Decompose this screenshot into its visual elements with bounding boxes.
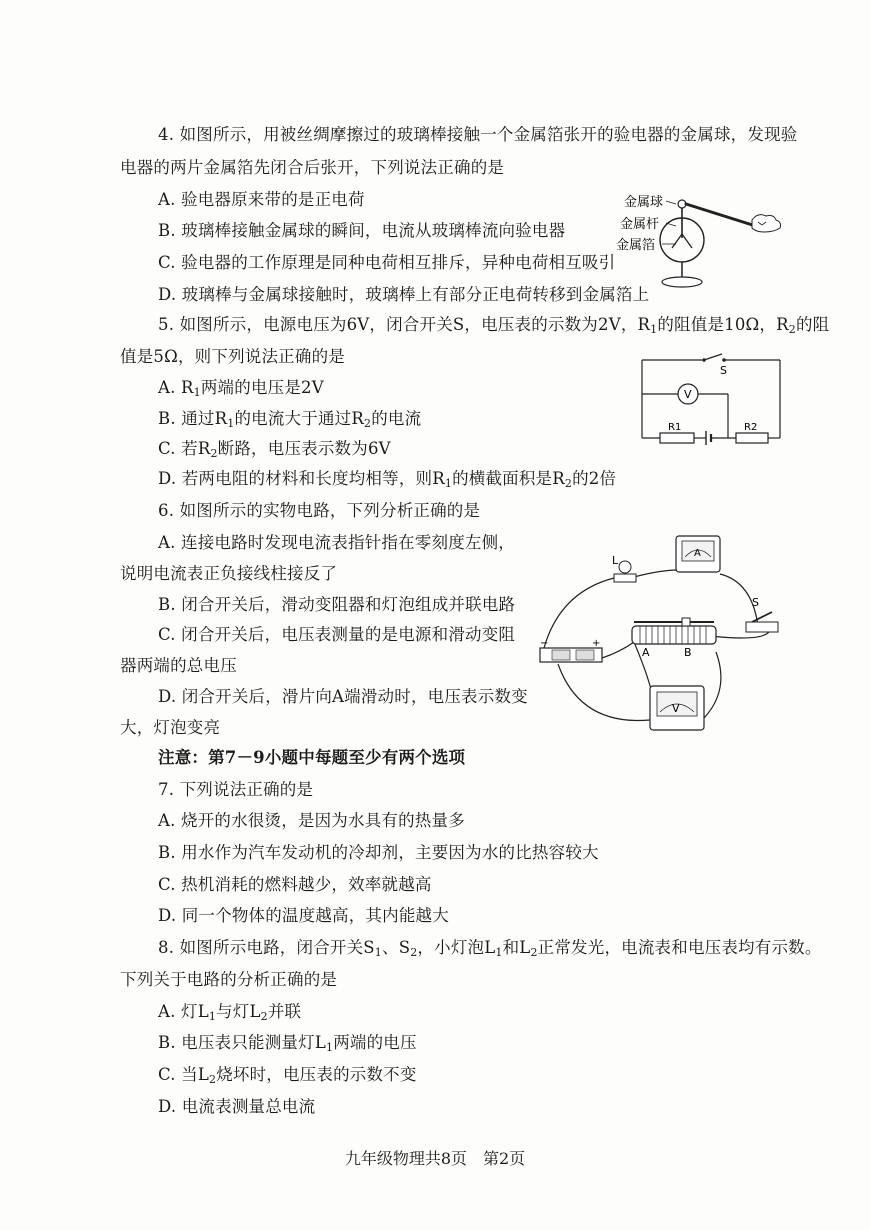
slider-icon bbox=[682, 618, 690, 626]
q5-option-c: C. 若$R_2$断路，电压表示数为6V bbox=[158, 439, 391, 460]
voltmeter-device-label: V bbox=[672, 702, 680, 715]
label-metal-foil: 金属箔 bbox=[616, 238, 656, 253]
q7-option-b: B. 用水作为汽车发动机的冷却剂，主要因为水的比热容较大 bbox=[158, 843, 599, 862]
lamp-base-icon bbox=[614, 574, 636, 582]
q4-stem-line2: 电器的两片金属箔先闭合后张开，下列说法正确的是 bbox=[120, 158, 505, 177]
r1-resistor-icon bbox=[660, 433, 694, 443]
q5-stem-line1: 5. 如图所示，电源电压为6V，闭合开关S，电压表的示数为2V，$R_1$的阻值是10Ω，$R_2$的阻 bbox=[158, 315, 830, 336]
r2-label: R2 bbox=[744, 422, 758, 433]
q5-option-a: A. $R_1$两端的电压是2V bbox=[158, 378, 324, 399]
q6-option-c-line1: C. 闭合开关后，电压表测量的是电源和滑动变阻 bbox=[158, 625, 516, 644]
q6-option-a-line2: 说明电流表正负接线柱接反了 bbox=[120, 564, 338, 583]
q4-option-c: C. 验电器的工作原理是同种电荷相互排斥，异种电荷相互吸引 bbox=[158, 253, 616, 272]
switch-label: S bbox=[720, 364, 727, 377]
switch-label-6: S bbox=[752, 596, 759, 609]
hand-icon bbox=[752, 215, 781, 232]
q6-stem: 6. 如图所示的实物电路，下列分析正确的是 bbox=[158, 501, 481, 520]
switch-icon bbox=[746, 622, 778, 632]
electroscope-figure bbox=[612, 190, 792, 300]
multi-choice-note: 注意：第7－9小题中每题至少有两个选项 bbox=[158, 748, 466, 767]
q8-stem-line2: 下列关于电路的分析正确的是 bbox=[120, 970, 338, 989]
q6-option-a-line1: A. 连接电路时发现电流表指针指在零刻度左侧， bbox=[158, 533, 516, 552]
q6-option-d-line1: D. 闭合开关后，滑片向A端滑动时，电压表示数变 bbox=[158, 687, 528, 706]
q8-option-d: D. 电流表测量总电流 bbox=[158, 1097, 316, 1116]
q4-stem-line1: 4. 如图所示，用被丝绸摩擦过的玻璃棒接触一个金属箔张开的验电器的金属球，发现验 bbox=[158, 125, 798, 144]
q8-option-a: A. 灯$L_1$与灯$L_2$并联 bbox=[158, 1002, 302, 1023]
q4-option-a: A. 验电器原来带的是正电荷 bbox=[158, 190, 365, 209]
q8-stem-line1: 8. 如图所示电路，闭合开关$S_1$、$S_2$，小灯泡$L_1$和$L_2$正常发光，电流表和电压表均有示数。 bbox=[158, 938, 822, 959]
q7-option-d: D. 同一个物体的温度越高，其内能越大 bbox=[158, 906, 449, 925]
q8-option-c: C. 当$L_2$烧坏时，电压表的示数不变 bbox=[158, 1065, 417, 1086]
q6-option-d-line2: 大，灯泡变亮 bbox=[120, 718, 221, 737]
q6-option-b: B. 闭合开关后，滑动变阻器和灯泡组成并联电路 bbox=[158, 595, 516, 614]
battery-minus-label: − bbox=[540, 638, 549, 649]
q4-option-d: D. 玻璃棒与金属球接触时，玻璃棒上有部分正电荷转移到金属箔上 bbox=[158, 285, 650, 304]
label-metal-ball: 金属球 bbox=[624, 195, 664, 210]
lamp-label: L bbox=[612, 554, 619, 567]
switch-s-icon bbox=[704, 354, 722, 360]
q7-option-a: A. 烧开的水很烫，是因为水具有的热量多 bbox=[158, 811, 465, 830]
physical-circuit-figure bbox=[530, 530, 800, 750]
q5-option-b: B. 通过$R_1$的电流大于通过$R_2$的电流 bbox=[158, 409, 422, 430]
r2-resistor-icon bbox=[736, 433, 768, 443]
battery-plus-label: + bbox=[592, 638, 601, 649]
series-circuit-figure bbox=[636, 348, 786, 448]
rheostat-b-label: B bbox=[684, 646, 692, 659]
q5-option-d: D. 若两电阻的材料和长度均相等，则$R_1$的横截面积是$R_2$的2倍 bbox=[158, 469, 617, 490]
lamp-bulb-icon bbox=[619, 561, 631, 573]
q4-option-b: B. 玻璃棒接触金属球的瞬间，电流从玻璃棒流向验电器 bbox=[158, 221, 566, 240]
label-metal-rod: 金属杆 bbox=[620, 217, 660, 232]
rheostat-a-label: A bbox=[642, 646, 650, 659]
q7-stem: 7. 下列说法正确的是 bbox=[158, 780, 314, 799]
q5-stem-line2: 值是5Ω，则下列说法正确的是 bbox=[120, 347, 345, 366]
q6-option-c-line2: 器两端的总电压 bbox=[120, 656, 237, 675]
ammeter-label: A bbox=[694, 548, 701, 559]
voltmeter-label: V bbox=[684, 388, 692, 401]
q8-option-b: B. 电压表只能测量灯$L_1$两端的电压 bbox=[158, 1033, 417, 1054]
page-footer: 九年级物理共8页 第2页 bbox=[344, 1149, 526, 1168]
q7-option-c: C. 热机消耗的燃料越少，效率就越高 bbox=[158, 875, 432, 894]
r1-label: R1 bbox=[668, 422, 682, 433]
rheostat-icon bbox=[632, 626, 716, 644]
